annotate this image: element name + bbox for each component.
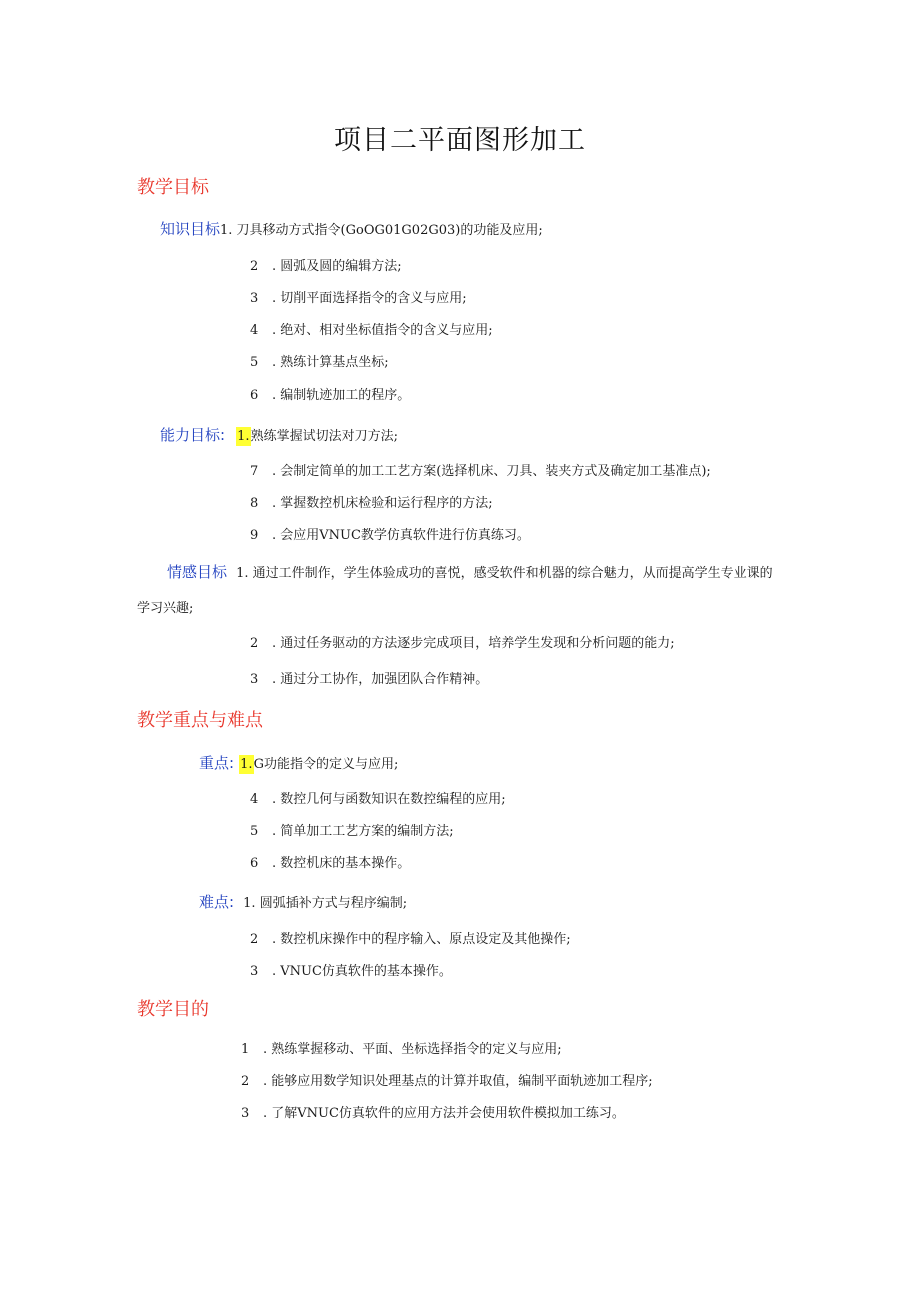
purpose-item: 1 . 熟练掌握移动、平面、坐标选择指令的定义与应用; [241,1042,562,1057]
purpose-item: 3 . 了解VNUC仿真软件的应用方法并会使用软件模拟加工练习。 [241,1106,625,1121]
knowledge-item: 6 . 编制轨迹加工的程序。 [250,388,411,403]
knowledge-objective-label: 知识目标 [160,220,221,238]
knowledge-item: 4 . 绝对、相对坐标值指令的含义与应用; [250,323,493,338]
key-point-line [199,752,398,773]
difficult-item: 3 . VNUC仿真软件的基本操作。 [250,964,452,979]
ability-item: 7 . 会制定简单的加工工艺方案(选择机床、刀具、装夹方式及确定加工基准点); [250,464,711,479]
key-item: 5 . 简单加工工艺方案的编制方法; [250,824,454,839]
emotion-item-1: 1. 通过工件制作，学生体验成功的喜悦，感受软件和机器的综合魅力，从而提高学生专业课的 [236,566,773,581]
knowledge-item: 2 . 圆弧及圆的编辑方法; [250,259,402,274]
knowledge-item-1: 1. 刀具移动方式指令(GoOG01G02G03)的功能及应用; [220,223,543,238]
page-title: 项目二平面图形加工 [334,125,586,156]
knowledge-objective-line [160,218,543,239]
emotion-item: 3 . 通过分工协作，加强团队合作精神。 [250,672,489,687]
heading-objectives: 教学目标 [137,177,209,198]
heading-focus: 教学重点与难点 [137,710,263,731]
key-item: 6 . 数控机床的基本操作。 [250,856,411,871]
difficult-point-line [199,891,407,912]
key-item: 4 . 数控几何与函数知识在数控编程的应用; [250,792,506,807]
ability-item-1: 熟练掌握试切法对刀方法; [250,429,398,444]
ability-item-1-number-highlight: 1. [237,429,250,444]
key-point-label: 重点: [199,754,235,772]
ability-item: 9 . 会应用VNUC教学仿真软件进行仿真练习。 [250,528,530,543]
knowledge-item: 3 . 切削平面选择指令的含义与应用; [250,291,467,306]
ability-item: 8 . 掌握数控机床检验和运行程序的方法; [250,496,493,511]
ability-objective-label: 能力目标: [160,426,226,444]
difficult-item-1: 1. 圆弧插补方式与程序编制; [243,896,408,911]
emotion-objective-label: 情感目标 [167,563,228,581]
emotion-item: 2 . 通过任务驱动的方法逐步完成项目，培养学生发现和分析问题的能力; [250,636,675,651]
difficult-point-label: 难点: [199,893,235,911]
key-item-1: G功能指令的定义与应用; [253,757,399,772]
ability-objective-line [160,424,398,445]
difficult-item: 2 . 数控机床操作中的程序输入、原点设定及其他操作; [250,932,571,947]
emotion-item-1-continued: 学习兴趣; [137,601,194,616]
purpose-item: 2 . 能够应用数学知识处理基点的计算并取值，编制平面轨迹加工程序; [241,1074,653,1089]
key-item-1-number-highlight: 1. [240,757,253,772]
knowledge-item: 5 . 熟练计算基点坐标; [250,355,389,370]
heading-purpose: 教学目的 [137,999,209,1020]
emotion-objective-line [167,561,773,582]
